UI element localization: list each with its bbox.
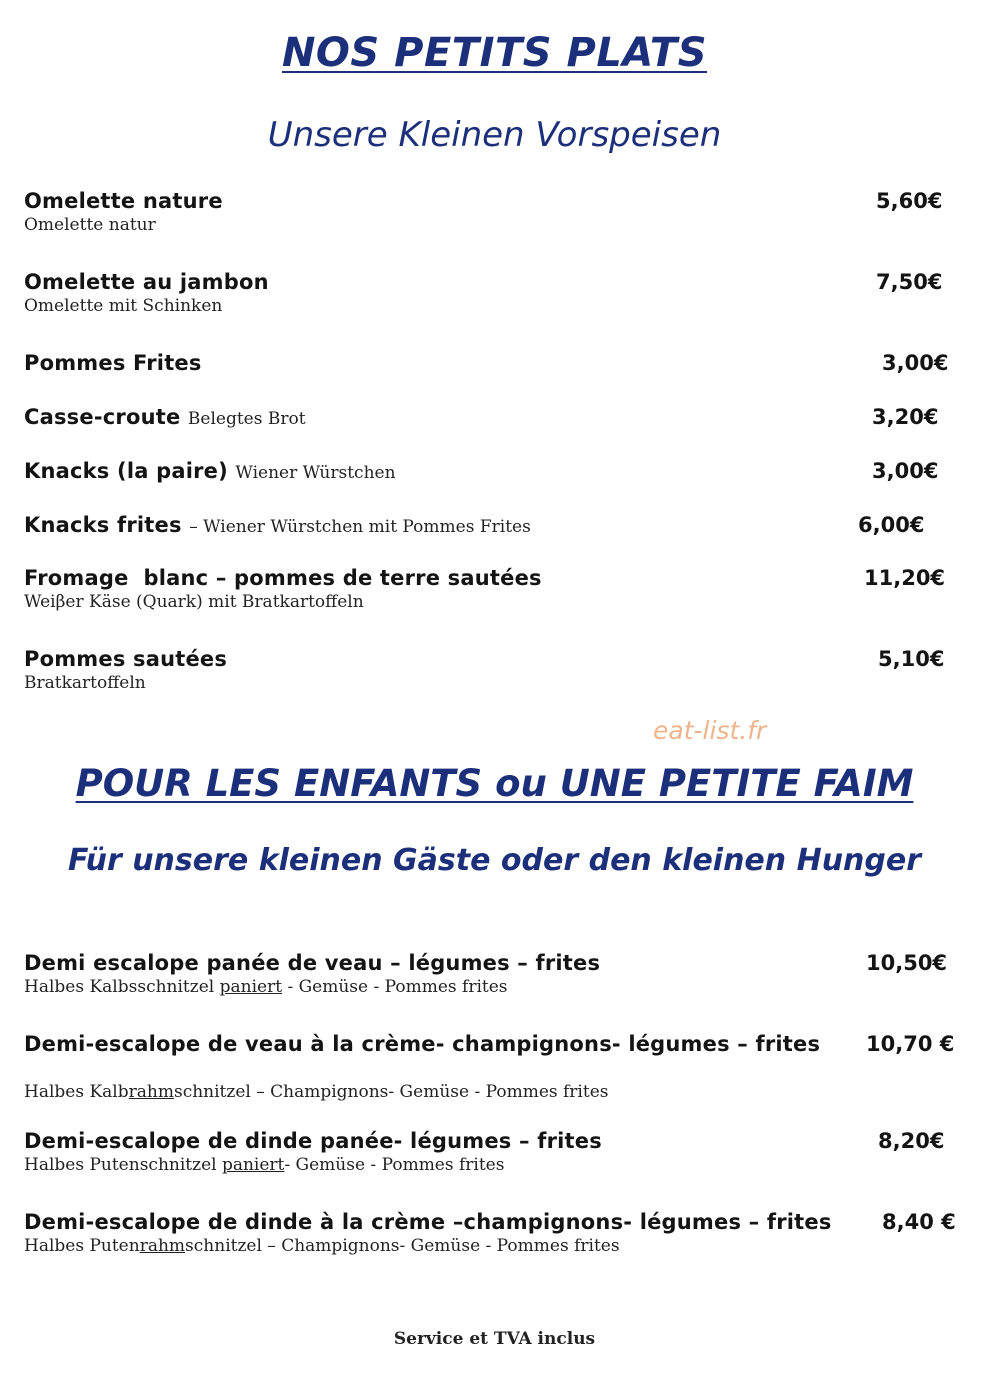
menu-item <box>24 269 964 317</box>
menu-item <box>24 1031 964 1103</box>
section-subtitle-vorspeisen: Unsere Kleinen Vorspeisen <box>267 115 722 155</box>
item-translation: Weiβer Käse (Quark) mit Bratkartoffeln <box>24 592 364 612</box>
section-title-enfants: POUR LES ENFANTS ou UNE PETITE FAIM <box>75 762 914 805</box>
item-translation: Belegtes Brot <box>187 409 306 429</box>
item-translation: Halbes Kalbsschnitzel paniert - Gemüse - Pommes frites <box>24 977 508 997</box>
item-price: 3,00€ <box>872 459 939 483</box>
watermark: eat-list.fr <box>653 716 767 745</box>
item-price: 5,60€ <box>876 189 943 213</box>
item-name: Demi-escalope de veau à la crème- champignons- légumes – frites <box>24 1032 821 1056</box>
item-translation: Omelette natur <box>24 215 156 235</box>
item-translation: Halbes Putenschnitzel paniert- Gemüse - Pommes frites <box>24 1155 505 1175</box>
menu-item <box>24 1209 964 1257</box>
menu-item <box>24 350 964 376</box>
menu-item <box>24 512 964 540</box>
item-price: 11,20€ <box>864 566 946 590</box>
item-name: Pommes sautées <box>24 647 228 671</box>
item-price: 10,70 € <box>866 1032 955 1056</box>
item-name: Knacks (la paire) <box>24 459 228 483</box>
item-translation: Halbes Putenrahmschnitzel – Champignons- Gemüse - Pommes frites <box>24 1236 620 1256</box>
menu-item <box>24 404 964 432</box>
item-name: Casse-croute <box>24 405 181 429</box>
section-subtitle-kleinen-gaeste: Für unsere kleinen Gäste oder den kleinen Hunger <box>67 843 922 878</box>
item-price: 3,00€ <box>882 351 949 375</box>
item-price: 10,50€ <box>866 951 948 975</box>
item-translation: Wiener Würstchen <box>235 463 396 483</box>
item-price: 6,00€ <box>858 513 925 537</box>
footer-note: Service et TVA inclus <box>393 1329 596 1349</box>
section-title-petits-plats: NOS PETITS PLATS <box>281 30 708 76</box>
item-translation: – Wiener Würstchen mit Pommes Frites <box>189 517 531 537</box>
item-name: Omelette nature <box>24 189 223 213</box>
menu-item <box>24 458 964 486</box>
item-translation: Omelette mit Schinken <box>24 296 223 316</box>
menu-item <box>24 950 964 998</box>
item-name: Demi-escalope de dinde à la crème –champignons- légumes – frites <box>24 1210 832 1234</box>
item-name: Fromage blanc – pommes de terre sautées <box>24 566 542 590</box>
item-name: Knacks frites <box>24 513 182 537</box>
menu-item <box>24 565 964 613</box>
item-price: 3,20€ <box>872 405 939 429</box>
menu-item <box>24 1128 964 1176</box>
item-price: 7,50€ <box>876 270 943 294</box>
menu-item <box>24 646 964 694</box>
item-name: Omelette au jambon <box>24 270 269 294</box>
item-price: 5,10€ <box>878 647 945 671</box>
menu-item <box>24 188 964 236</box>
item-price: 8,40 € <box>882 1210 956 1234</box>
item-translation: Halbes Kalbrahmschnitzel – Champignons- Gemüse - Pommes frites <box>24 1082 609 1102</box>
item-translation: Bratkartoffeln <box>24 673 146 693</box>
item-name: Demi-escalope de dinde panée- légumes – frites <box>24 1129 602 1153</box>
item-name: Demi escalope panée de veau – légumes – frites <box>24 951 601 975</box>
item-name: Pommes Frites <box>24 351 202 375</box>
item-price: 8,20€ <box>878 1129 945 1153</box>
